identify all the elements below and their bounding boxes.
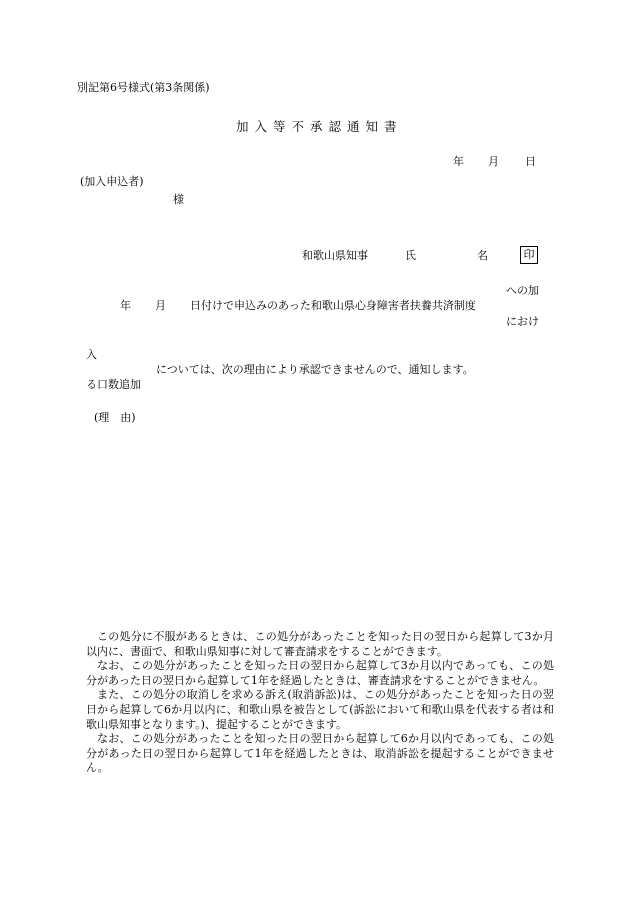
notice-paragraph: この処分に不服があるときは、この処分があったことを知った日の翌日から起算して3か月以内に、書面で、和歌山県知事に対して審査請求をすることができます。 <box>86 630 554 658</box>
issuer-title: 和歌山県知事 <box>302 249 368 262</box>
appeal-notice <box>86 630 554 776</box>
notice-paragraph: なお、この処分があったことを知った日の翌日から起算して3か月以内であっても、この処分があった日の翌日から起算して1年を経過したときは、審査請求をすることができません。 <box>86 659 554 687</box>
body-left-top: 入 <box>86 348 97 361</box>
date-month-label: 月 <box>488 155 499 168</box>
body-left-bottom: る口数追加 <box>86 378 141 391</box>
form-id: 別記第6号様式(第3条関係) <box>77 81 210 94</box>
notice-paragraph: また、この処分の取消しを求める訴え(取消訴訟)は、この処分があったことを知った日の翌日から起算して6か月以内に、和歌山県を被告として(訴訟において和歌山県を代表する者は和歌山県知事となります。)、提起することができます。 <box>86 688 554 731</box>
body-year-label: 年 <box>120 299 131 312</box>
date-day-label: 日 <box>525 155 536 168</box>
reason-label: (理 由) <box>94 411 136 424</box>
body-right-bottom: におけ <box>506 315 539 328</box>
body-line-2: については、次の理由により承認できませんので、通知します。 <box>156 363 474 376</box>
body-right-top: への加 <box>506 284 539 297</box>
notice-paragraph: なお、この処分があったことを知った日の翌日から起算して6か月以内であっても、この処分があった日の翌日から起算して1年を経過したときは、取消訴訟を提起することができません。 <box>86 732 554 775</box>
document-title: 加入等不承認通知書 <box>236 119 403 134</box>
seal-box: 印 <box>520 246 538 264</box>
body-month-label: 月 <box>155 299 166 312</box>
body-line-1: 日付けで申込みのあった和歌山県心身障害者扶養共済制度 <box>190 299 476 312</box>
applicant-label: (加入申込者) <box>80 175 144 188</box>
date-year-label: 年 <box>453 155 464 168</box>
issuer-name-label-1: 氏 <box>405 249 416 262</box>
honorific: 様 <box>173 193 184 206</box>
issuer-name-label-2: 名 <box>477 249 488 262</box>
